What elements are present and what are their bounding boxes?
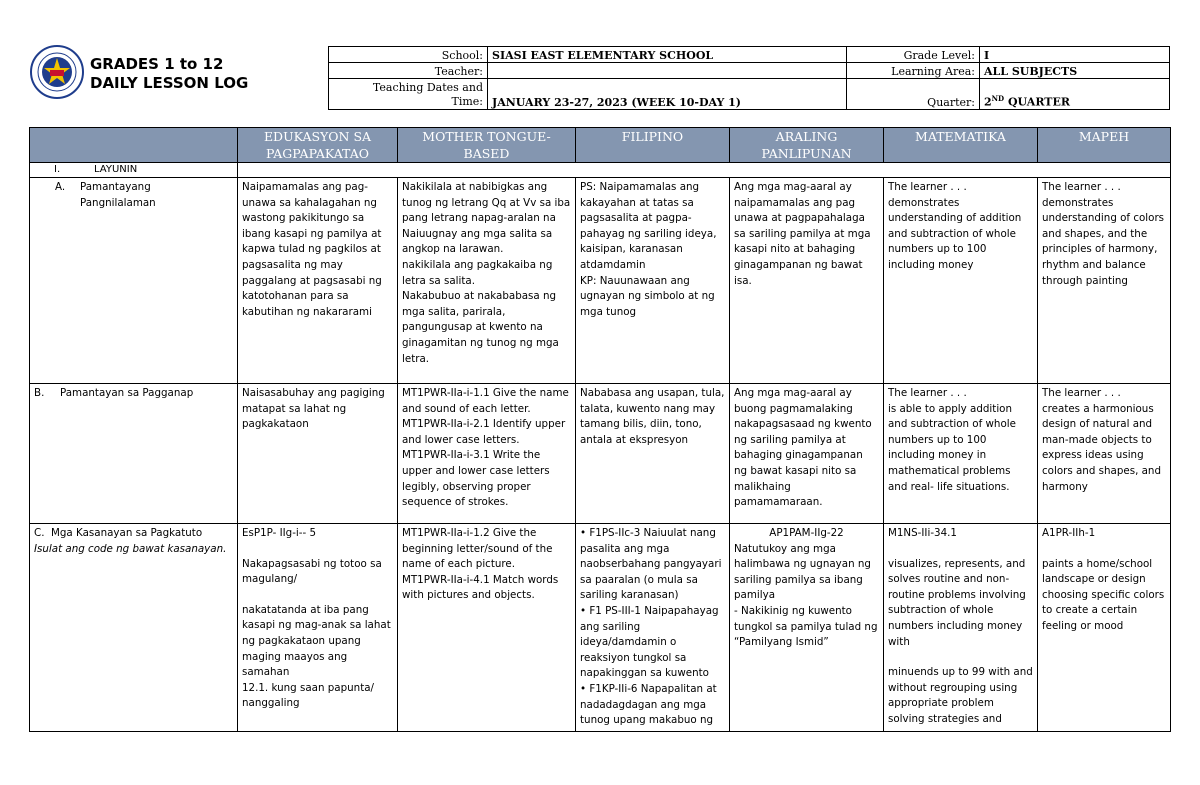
column-header-esp: EDUKASYON SA PAGPAPAKATAO bbox=[238, 128, 398, 163]
cell-a-fil-2: KP: Nauunawaan ang ugnayan ng simbolo at ng mga tunog bbox=[580, 274, 715, 318]
teacher-value bbox=[488, 63, 847, 79]
cell-c-esp-2: Nakapagsasabi ng totoo sa magulang/ bbox=[242, 557, 382, 586]
quarter-label: Quarter: bbox=[847, 79, 980, 110]
quarter-value bbox=[980, 79, 1170, 110]
cell-c-mtb-2: MT1PWR-IIa-i-4.1 Match words with pictures and objects. bbox=[402, 573, 559, 602]
title-line-2: DAILY LESSON LOG bbox=[90, 74, 249, 92]
table-row bbox=[30, 178, 1171, 384]
cell-b-mapeh-2: creates a harmonious design of natural and man-made objects to express ideas using colors and shapes, and harmony bbox=[1042, 402, 1161, 493]
cell-b-matematika bbox=[884, 384, 1038, 524]
cell-c-esp-4: 12.1. kung saan papunta/ nanggaling bbox=[242, 681, 375, 710]
row-c-num: C. bbox=[34, 527, 45, 539]
cell-c-esp-3: nakatatanda at iba pang kasapi ng mag-anak sa lahat ng pagkakataon upang maging maayos ang samahan bbox=[242, 603, 391, 679]
school-value: SIASI EAST ELEMENTARY SCHOOL bbox=[488, 47, 847, 63]
row-a-label: Pamantayang Pangnilalaman bbox=[80, 181, 156, 209]
row-c-title bbox=[34, 526, 233, 542]
deped-seal-icon bbox=[30, 45, 84, 99]
grade-label: Grade Level: bbox=[847, 47, 980, 63]
area-value: ALL SUBJECTS bbox=[980, 63, 1170, 79]
cell-c-matematika bbox=[884, 524, 1038, 732]
cell-b-mat-2: is able to apply addition and subtraction of whole numbers up to 100 including money in mathematical problems and real- life situations. bbox=[888, 402, 1016, 493]
cell-a-fil-1: PS: Naipamamalas ang kakayahan at tatas sa pagsasalita at pagpa-pahayag ng sariling ideya, kaisipan, karanasan atdamdamin bbox=[580, 181, 717, 271]
cell-c-filipino bbox=[576, 524, 730, 732]
row-label-c bbox=[30, 524, 238, 732]
title-line-1: GRADES 1 to 12 bbox=[90, 55, 224, 73]
column-header-row bbox=[30, 128, 1171, 163]
row-b-num: B. bbox=[34, 387, 45, 399]
column-header-matematika: MATEMATIKA bbox=[884, 128, 1038, 163]
cell-c-mtb-1: MT1PWR-IIa-i-1.2 Give the beginning letter/sound of the name of each picture. bbox=[402, 527, 553, 571]
cell-a-mapeh bbox=[1038, 178, 1171, 384]
cell-a-mat-1: The learner . . . bbox=[888, 181, 967, 193]
column-header-mtb: MOTHER TONGUE-BASED bbox=[398, 128, 576, 163]
dates-value: JANUARY 23-27, 2023 (WEEK 10-DAY 1) bbox=[488, 79, 847, 110]
cell-c-fil-3: • F1KP-IIi-6 Napapalitan at nadadagdagan ang mga tunog upang makabuo ng bbox=[580, 682, 717, 727]
cell-a-ap: Ang mga mag-aaral ay naipamamalas ang pag unawa at pagpapahalaga sa sariling pamilya at mga kasapi nito at bahaging ginagampanan ng bawat isa. bbox=[730, 178, 884, 384]
header-blank-cell bbox=[30, 128, 238, 163]
cell-c-esp-1: EsP1P- IIg-i-- 5 bbox=[242, 527, 317, 539]
cell-a-mtb-1: Nakikilala at nabibigkas ang tunog ng letrang Qq at Vv sa iba pang letrang napag-aralan na bbox=[402, 181, 571, 225]
cell-b-ap: Ang mga mag-aaral ay buong pagmamalaking nakapagsasaad ng kwento ng sariling pamilya at bahaging ginagampanan ng bawat kasapi nito sa malikhaing pamamamaraan. bbox=[730, 384, 884, 524]
cell-c-mapeh-2: paints a home/school landscape or design choosing specific colors to create a certain feeling or mood bbox=[1042, 557, 1165, 632]
column-header-ap: ARALING PANLIPUNAN bbox=[730, 128, 884, 163]
dates-label bbox=[329, 79, 488, 110]
section-num: I. bbox=[54, 164, 61, 175]
section-label bbox=[30, 163, 238, 178]
document-title bbox=[90, 55, 248, 93]
row-label-b bbox=[30, 384, 238, 524]
row-label-a bbox=[30, 178, 238, 384]
cell-c-fil-2: • F1 PS-III-1 Naipapahayag ang sariling ideya/damdamin o reaksiyon tungkol sa napakinggan sa kuwento bbox=[580, 604, 719, 680]
cell-b-mtb-2: MT1PWR-IIa-i-2.1 Identify upper and lower case letters. bbox=[402, 418, 566, 446]
section-row-layunin bbox=[30, 163, 1171, 178]
section-empty-cell bbox=[238, 163, 1171, 178]
cell-a-matematika bbox=[884, 178, 1038, 384]
cell-b-mapeh-1: The learner . . . bbox=[1042, 387, 1121, 399]
cell-b-filipino: Nababasa ang usapan, tula, talata, kuwento nang may tamang bilis, diin, tono, antala at ekspresyon bbox=[576, 384, 730, 524]
cell-c-fil-1: • F1PS-IIc-3 Naiuulat nang pasalita ang mga naobserbahang pangyayari sa paaralan (o mula sa sariling karanasan) bbox=[580, 527, 722, 602]
row-b-label: Pamantayan sa Pagganap bbox=[60, 387, 194, 399]
cell-c-mapeh bbox=[1038, 524, 1171, 732]
dates-label-2: Time: bbox=[451, 95, 483, 108]
cell-c-mtb bbox=[398, 524, 576, 732]
cell-c-ap-3: - Nakikinig ng kuwento tungkol sa pamilya tulad ng “Pamilyang Ismid” bbox=[734, 604, 878, 649]
cell-c-mat-2: visualizes, represents, and solves routine and non-routine problems involving subtraction of whole numbers including money with bbox=[888, 557, 1026, 648]
cell-b-mtb-1: MT1PWR-IIa-i-1.1 Give the name and sound of each letter. bbox=[402, 387, 569, 415]
cell-b-mapeh bbox=[1038, 384, 1171, 524]
cell-c-esp bbox=[238, 524, 398, 732]
cell-c-ap-1: AP1PAM-IIg-22 bbox=[769, 527, 844, 539]
section-title: LAYUNIN bbox=[94, 164, 138, 175]
row-c-label: Mga Kasanayan sa Pagkatuto bbox=[51, 527, 203, 539]
quarter-num: 2 bbox=[984, 96, 992, 109]
table-row bbox=[30, 524, 1171, 732]
info-table bbox=[328, 46, 1170, 110]
grade-value: I bbox=[980, 47, 1170, 63]
quarter-rest: QUARTER bbox=[1004, 96, 1070, 109]
cell-a-mat-2: demonstrates understanding of addition and subtraction of whole numbers up to 100 including money bbox=[888, 196, 1022, 271]
cell-a-mtb-4: Nakabubuo at nakababasa ng mga salita, parirala, pangungusap at kwento na ginagamitan ng tunog ng mga letra. bbox=[402, 290, 559, 365]
cell-b-mat-1: The learner . . . bbox=[888, 387, 967, 399]
cell-a-mtb-2: Naiuugnay ang mga salita sa angkop na larawan. bbox=[402, 227, 553, 256]
cell-c-mapeh-1: A1PR-IIh-1 bbox=[1042, 527, 1096, 539]
cell-a-mtb bbox=[398, 178, 576, 384]
cell-a-filipino bbox=[576, 178, 730, 384]
cell-c-ap bbox=[730, 524, 884, 732]
quarter-sup: ND bbox=[991, 94, 1005, 104]
cell-c-mat-1: M1NS-IIi-34.1 bbox=[888, 527, 957, 539]
cell-c-mat-3: minuends up to 99 with and without regrouping using appropriate problem solving strategies and bbox=[888, 666, 1033, 725]
school-label: School: bbox=[329, 47, 488, 63]
cell-a-mtb-3: nakikilala ang pagkakaiba ng letra sa salita. bbox=[402, 258, 553, 287]
row-a-num: A. bbox=[55, 181, 66, 193]
teacher-label: Teacher: bbox=[329, 63, 488, 79]
dates-label-1: Teaching Dates and bbox=[372, 81, 483, 94]
cell-b-mtb bbox=[398, 384, 576, 524]
cell-c-ap-2: Natutukoy ang mga halimbawa ng ugnayan ng sariling pamilya sa ibang pamilya bbox=[734, 542, 871, 602]
cell-b-mtb-3: MT1PWR-IIa-i-3.1 Write the upper and lower case letters legibly, observing proper sequence of strokes. bbox=[402, 449, 550, 509]
cell-a-mapeh-2: demonstrates understanding of colors and shapes, and the principles of harmony, rhythm and balance through painting bbox=[1042, 196, 1165, 287]
cell-b-esp: Naisasabuhay ang pagiging matapat sa lahat ng pagkakataon bbox=[238, 384, 398, 524]
area-label: Learning Area: bbox=[847, 63, 980, 79]
lesson-log-table bbox=[29, 127, 1171, 732]
row-c-sublabel: Isulat ang code ng bawat kasanayan. bbox=[34, 542, 227, 555]
cell-a-esp: Naipamamalas ang pag-unawa sa kahalagahan ng wastong pakikitungo sa ibang kasapi ng pamilya at kapwa tulad ng pagkilos at pagsasalita ng may paggalang at pagsasabi ng katotohanan para sa kabutihan ng nakararami bbox=[238, 178, 398, 384]
table-row bbox=[30, 384, 1171, 524]
column-header-mapeh: MAPEH bbox=[1038, 128, 1171, 163]
column-header-filipino: FILIPINO bbox=[576, 128, 730, 163]
cell-a-mapeh-1: The learner . . . bbox=[1042, 181, 1121, 193]
